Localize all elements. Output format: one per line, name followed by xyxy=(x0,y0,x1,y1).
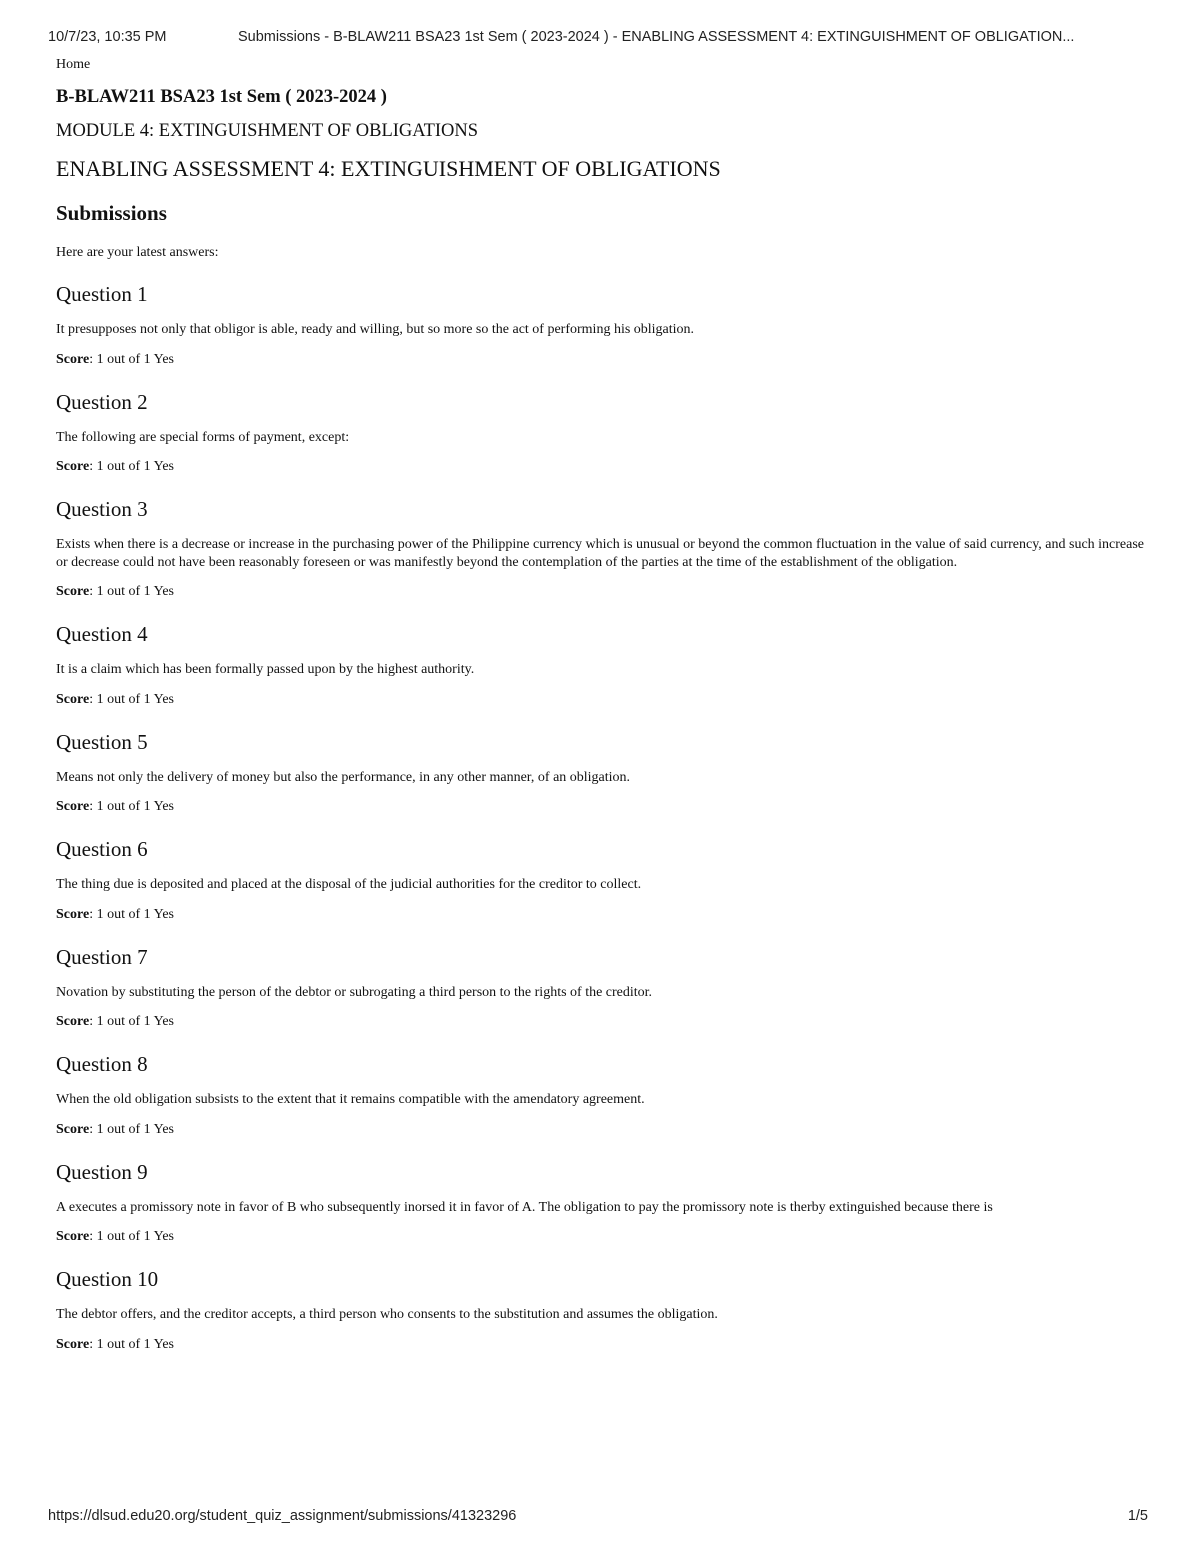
question-heading: Question 7 xyxy=(56,944,148,969)
question-heading: Question 10 xyxy=(56,1267,159,1291)
question-score xyxy=(56,351,1146,369)
print-page-number: 1/5 xyxy=(1127,1508,1148,1524)
question-heading: Question 4 xyxy=(56,622,148,646)
page-content xyxy=(56,55,1146,1373)
score-label: Score xyxy=(56,584,90,599)
score-value: : 1 out of 1 Yes xyxy=(89,799,174,814)
score-label: Score xyxy=(56,1336,90,1352)
module-title: MODULE 4: EXTINGUISHMENT OF OBLIGATIONS xyxy=(56,121,479,141)
question-score xyxy=(56,798,1146,816)
score-value: : 1 out of 1 Yes xyxy=(89,691,174,707)
question-score xyxy=(56,1336,1146,1354)
question-heading: Question 2 xyxy=(56,389,148,414)
question-heading: Question 5 xyxy=(56,729,148,754)
question-text: Novation by substituting the person of the debtor or subrogating a third person to the rights of the creditor. xyxy=(56,984,653,1000)
question-heading: Question 6 xyxy=(56,837,148,861)
print-datetime: 10/7/23, 10:35 PM xyxy=(48,29,167,45)
question-block xyxy=(56,1265,1146,1354)
score-label: Score xyxy=(56,1229,90,1244)
question-text: It is a claim which has been formally passed upon by the highest authority. xyxy=(56,662,475,677)
score-value: : 1 out of 1 Yes xyxy=(89,351,174,367)
score-label: Score xyxy=(56,1014,90,1029)
question-text: The following are special forms of payment, except: xyxy=(56,429,350,445)
score-value: : 1 out of 1 Yes xyxy=(89,1014,174,1029)
question-block xyxy=(56,388,1146,477)
question-text: It presupposes not only that obligor is able, ready and willing, but so more so the act of performing his obligation. xyxy=(56,322,695,337)
score-value: : 1 out of 1 Yes xyxy=(89,584,174,599)
print-url: https://dlsud.edu20.org/student_quiz_assignment/submissions/41323296 xyxy=(48,1508,517,1524)
question-heading: Question 8 xyxy=(56,1052,148,1076)
intro-text: Here are your latest answers: xyxy=(56,245,219,260)
question-block xyxy=(56,1158,1146,1247)
print-footer xyxy=(0,1508,1200,1526)
question-block xyxy=(56,1050,1146,1139)
score-value: : 1 out of 1 Yes xyxy=(89,1336,174,1352)
question-score xyxy=(56,691,1146,709)
question-block xyxy=(56,280,1146,369)
question-list xyxy=(56,280,1146,1354)
score-label: Score xyxy=(56,799,90,814)
question-score xyxy=(56,906,1146,924)
question-block xyxy=(56,835,1146,924)
question-score xyxy=(56,458,1146,476)
score-value: : 1 out of 1 Yes xyxy=(89,906,174,922)
question-text: Means not only the delivery of money but also the performance, in any other manner, of an obligation. xyxy=(56,769,631,785)
score-label: Score xyxy=(56,459,90,474)
score-label: Score xyxy=(56,906,90,922)
question-score xyxy=(56,1121,1146,1139)
home-link[interactable]: Home xyxy=(56,57,91,72)
question-score xyxy=(56,583,1146,601)
assessment-title: ENABLING ASSESSMENT 4: EXTINGUISHMENT OF OBLIGATIONS xyxy=(56,156,721,181)
print-page-title: Submissions - B-BLAW211 BSA23 1st Sem ( 2023-2024 ) - ENABLING ASSESSMENT 4: EXTINGUISHMENT OF OBLIGATION... xyxy=(238,29,1075,45)
score-label: Score xyxy=(56,691,90,707)
question-text: A executes a promissory note in favor of B who subsequently inorsed it in favor of A. The obligation to pay the promissory note is therby extinguished because there is xyxy=(56,1199,993,1215)
question-heading: Question 1 xyxy=(56,282,148,306)
score-label: Score xyxy=(56,351,90,367)
question-heading: Question 3 xyxy=(56,497,148,521)
question-block xyxy=(56,728,1146,817)
question-block xyxy=(56,943,1146,1032)
question-heading: Question 9 xyxy=(56,1159,148,1184)
print-header xyxy=(0,29,1200,47)
score-value: : 1 out of 1 Yes xyxy=(89,459,174,474)
question-text: The debtor offers, and the creditor accepts, a third person who consents to the substitution and assumes the obligation. xyxy=(56,1307,718,1322)
question-text: Exists when there is a decrease or increase in the purchasing power of the Philippine currency which is unusual or beyond the common fluctuation in the value of said currency, and such increase or decrease could not have been reasonably foreseen or was manifestly beyond the contemplation of the parties at the time of the establishment of the obligation. xyxy=(56,537,1145,570)
question-block xyxy=(56,620,1146,709)
question-score xyxy=(56,1228,1146,1246)
question-text: When the old obligation subsists to the extent that it remains compatible with the amendatory agreement. xyxy=(56,1092,645,1107)
question-block xyxy=(56,495,1146,601)
question-text: The thing due is deposited and placed at the disposal of the judicial authorities for the creditor to collect. xyxy=(56,877,642,892)
score-value: : 1 out of 1 Yes xyxy=(89,1121,174,1137)
score-label: Score xyxy=(56,1121,90,1137)
course-title: B-BLAW211 BSA23 1st Sem ( 2023-2024 ) xyxy=(56,87,387,107)
question-score xyxy=(56,1013,1146,1031)
submissions-heading: Submissions xyxy=(56,201,167,225)
score-value: : 1 out of 1 Yes xyxy=(89,1229,174,1244)
